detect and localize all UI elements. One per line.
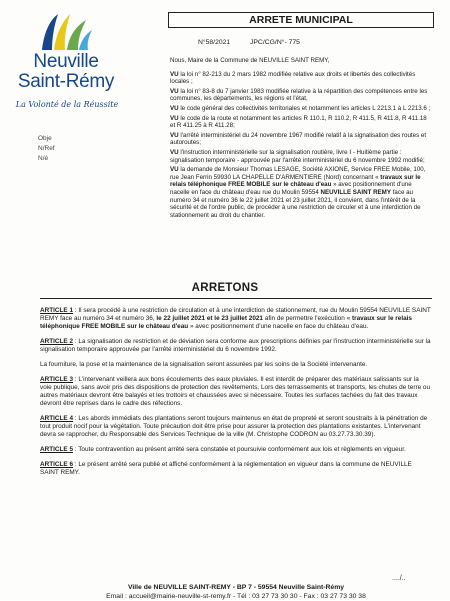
article-label: ARTICLE 4 [40, 415, 74, 422]
article-4 [40, 415, 432, 439]
visa-line [170, 149, 432, 164]
article-bold-2: travaux sur le relais téléphonique FREE MOBILE sur le château d'eau [40, 315, 412, 330]
article-text: : L'intervenant veillera aux bons écoulements des eaux pluviales. Il est interdit de préparer des matériaux salissants sur la voie publique, sans avoir pris des dispositions de protection des revêtements. Lors des terrassements et transports, les chutes de terre ou autres matériaux devront être balayés et les trottoirs et chaussées avec si nécessaire. Toutes les surfaces tachées du fait des travaux devront être reprises dans le cadre des réfections. [40, 376, 431, 407]
article-text: : Les abords immédiats des plantations seront toujours maintenus en état de propreté et seront soustraits à la pénétration de tout produit nocif pour la végétation. Toute précaution doit être prise pour assurer la protection des plantations existantes. L'intervenant devra se rapprocher, du Responsable des Services Technique de la ville (M. Christophe CODRON au 03.27.73.30.39). [40, 415, 428, 438]
article-label: ARTICLE 2 [40, 338, 74, 345]
logo-name-line2: Saint-Rémy [17, 71, 115, 92]
article-label: ARTICLE 6 [40, 461, 74, 468]
logo-slogan: La Volonté de la Réussite [15, 100, 119, 109]
preamble-intro: Nous, Maire de la Commune de NEUVILLE SAINT REMY, [170, 57, 330, 64]
article-6 [40, 461, 432, 477]
visa-label: VU [170, 114, 179, 122]
visa-text: le code de la route et notamment les articles R 110.1, R 110.2, R 411.5, R 411.8, R 411.18 et R 411.25 à R 411.28; [170, 114, 427, 130]
article-text: : La signalisation de restriction et de déviation sera conforme aux prescriptions définies par l'instruction interministérielle sur la signalisation temporaire approuvée par l'arrêté interministériel du 6 novembre 1992. [40, 338, 431, 353]
article-2-continuation [40, 361, 432, 369]
visa-label: VU [170, 70, 179, 78]
side-label-note: N/é [38, 155, 49, 162]
demande-text-2: » avec positionnement d'une nacelle en face du château d'eau rue du Moulin 59554 [170, 181, 412, 196]
city-logo [4, 8, 130, 126]
visa-text: l'instruction interministérielle sur la signalisation routière, livre I - Huitième partie : signalisation temporaire - approuvée par l'arrêté interministériel du 6 novembre 1992 modifié; [170, 148, 425, 164]
article-label: ARTICLE 5 [40, 446, 74, 453]
side-label-ref: N/Ref [38, 145, 55, 152]
article-3 [40, 376, 432, 408]
demande-bold-2: NEUVILLE SAINT REMY [320, 188, 391, 196]
article-text-3: » avec positionnement d'une nacelle en face du château d'eau. [188, 323, 369, 330]
article-text: La fourniture, la pose et la maintenance de la signalisation seront assurées par les soins de la Société intervenante. [40, 361, 368, 368]
logo-name [6, 52, 126, 92]
visa-label: VU [170, 87, 179, 95]
article-text: : Le présent arrêté sera publié et affiché conformément à la réglementation en vigueur dans la commune de NEUVILLE SAINT REMY. [40, 461, 412, 476]
continuation-mark: ..../.. [392, 575, 406, 582]
article-bold: le 22 juillet 2021 et le 23 juillet 2021 [156, 315, 263, 322]
visa-label: VU [170, 166, 179, 174]
visa-label: VU [170, 131, 179, 139]
article-1 [40, 307, 432, 331]
visa-text: la loi n° 82-213 du 2 mars 1982 modifiée relative aux droits et libertés des collectivités locales ; [170, 70, 416, 86]
side-labels [38, 134, 55, 164]
reference-line [198, 39, 438, 46]
ref-code: JPC/CG/N°- 775 [250, 39, 300, 46]
footer-address: Ville de NEUVILLE SAINT-REMY - BP 7 - 59554 Neuville Saint-Rémy [127, 584, 345, 591]
article-5 [40, 446, 432, 454]
articles [40, 307, 432, 484]
visa-text: la loi n° 83-8 du 7 janvier 1983 modifiée relative à la répartition des compétences entre les communes, les départements, les régions et l'état, [170, 87, 428, 103]
article-text: : Il sera procédé à une restriction de circulation et à une interdiction de stationnement, rue du Moulin 59554 NEUVILLE SAINT REMY face au numéro 34 et numéro 36, [40, 307, 431, 322]
article-text-2: afin de permettre l'exécution « [262, 315, 352, 322]
demande-paragraph [170, 166, 432, 219]
visa-line [170, 88, 432, 103]
article-text: : Toute contravention au présent arrêté sera constatée et poursuivie conformément aux lois et règlements en vigueur. [73, 446, 406, 453]
logo-emblem [38, 10, 94, 54]
ref-number: N°58/2021 [198, 39, 231, 46]
document-title: ARRETE MUNICIPAL [168, 12, 434, 28]
visa-line [170, 115, 432, 130]
visa-line [170, 132, 432, 147]
visa-line [170, 105, 432, 113]
visa-text: le code général des collectivités territoriales et notamment les articles L 2213.1 à L 2213.6 ; [178, 104, 431, 112]
footer [40, 583, 432, 601]
side-label-object: Obje [38, 135, 52, 142]
decision-heading: ARRETONS [191, 282, 259, 294]
article-label: ARTICLE 1 [40, 307, 74, 314]
decision-divider [40, 298, 432, 299]
article-2 [40, 338, 432, 354]
preamble [170, 57, 432, 221]
demande-bold: travaux sur le relais téléphonique FREE MOBILE sur le château d'eau [170, 173, 421, 189]
article-label: ARTICLE 3 [40, 376, 74, 383]
visa-line [170, 71, 432, 86]
visa-text: l'arrêté interministériel du 24 novembre 1967 modifié relatif à la signalisation des routes et autoroutes; [170, 131, 427, 147]
demande-text-3: face au numéro 34 et numéro 36 le 22 juillet 2021 et 23 juillet 2021, il convient, dans l'intérêt de la sécurité et de l'ordre public, de procéder à une restriction de circuler et à une interdiction de stationnement au droit du chantier. [170, 188, 421, 219]
visa-label: VU [170, 104, 179, 112]
footer-contact: Email : accueil@mairie-neuville-st-remy.fr - Tél : 03 27 73 30 30 - Fax : 03 27 73 30 38 [106, 593, 366, 600]
logo-name-line1: Neuville [33, 51, 99, 72]
demande-text: la demande de Monsieur Thomas LESAGE, Société AXIONE, Service FREE Mobile, 100, rue Jean Ferrin 59930 LA CHAPELLE D'ARMENTIERE (Nord) concernant « [170, 166, 426, 181]
visa-label: VU [170, 148, 179, 156]
